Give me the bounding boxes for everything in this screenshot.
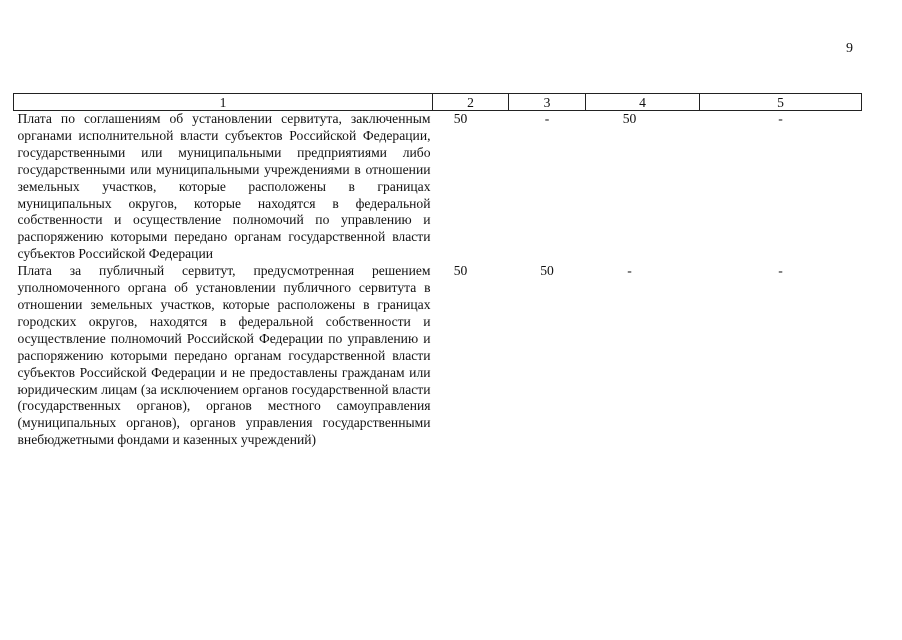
- header-col-1: 1: [14, 94, 433, 111]
- row-value-col-2: 50: [453, 263, 468, 279]
- table-row: [14, 263, 862, 449]
- row-value-col-2: 50: [453, 111, 468, 126]
- row-description: Плата по соглашениям об установлении сервитута, заключенным органами исполнительной власти субъектов Российской Федерации, государственными или муниципальными предприятиями либо государственными или муниципальными учреждениями в отношении земельных участков, которые расположены в границах муниципальных округов, которые находятся в федеральной собственности и осуществление полномочий по управлению и распоряжению которыми передано органам государственной власти субъектов Российской Федерации: [17, 111, 431, 262]
- row-value-col-5: -: [778, 263, 783, 279]
- row-value-col-4: -: [627, 263, 632, 279]
- row-value-col-3: 50: [540, 263, 554, 279]
- header-col-2: 2: [433, 94, 509, 111]
- table-header: [14, 94, 862, 111]
- row-description: Плата за публичный сервитут, предусмотренная решением уполномоченного органа об установлении публичного сервитута в отношении земельных участков, которые расположены в границах городских округов, находятся в федеральной собственности и осуществление полномочий Российской Федерации по управлению и распоряжению которыми передано органам государственной власти субъектов Российской Федерации и не предоставлены гражданам или юридическим лицам (за исключением органов государственной власти (государственных органов), органов местного самоуправления (муниципальных органов), органов управления государственными внебюджетными фондами и казенных учреждений): [17, 263, 431, 448]
- revenue-distribution-table: [13, 93, 862, 449]
- row-value-col-4: 50: [622, 111, 637, 126]
- table-body: [14, 111, 862, 450]
- header-col-4: 4: [586, 94, 700, 111]
- header-col-5: 5: [700, 94, 862, 111]
- table-row: [14, 111, 862, 264]
- header-col-3: 3: [509, 94, 586, 111]
- row-value-col-3: -: [544, 111, 550, 126]
- page-number: 9: [846, 41, 853, 56]
- header-row: [14, 94, 862, 111]
- row-value-col-5: -: [778, 111, 783, 126]
